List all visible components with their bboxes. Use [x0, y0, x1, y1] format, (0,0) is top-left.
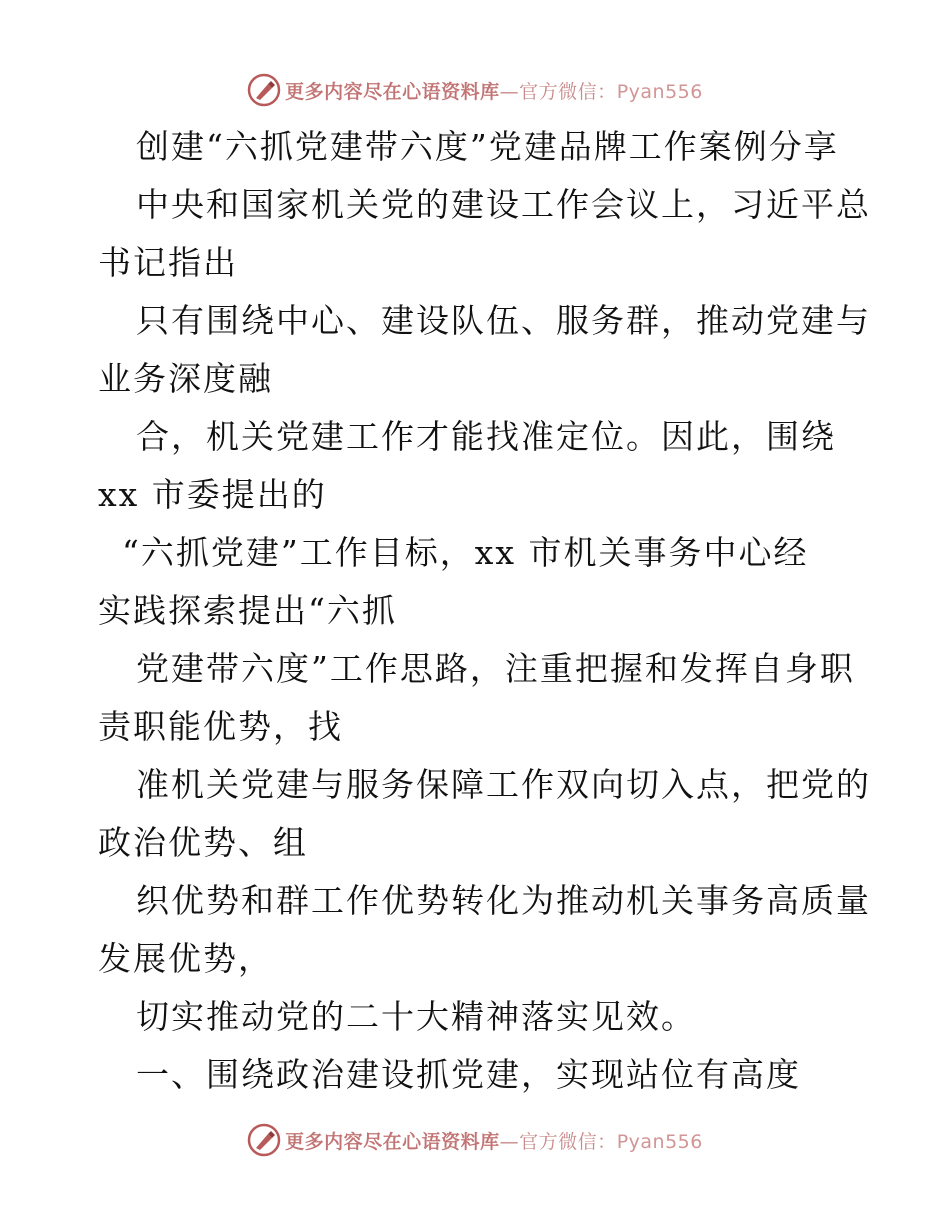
- watermark-brand: 更多内容尽在心语资料库: [285, 80, 500, 103]
- watermark-dash: —: [499, 80, 520, 103]
- paragraph-line: “六抓党建”工作目标，xx 市机关事务中心经: [122, 533, 809, 572]
- watermark-header: [0, 70, 950, 110]
- watermark-wechat-id: Pyan556: [616, 80, 703, 103]
- paragraph-line: 书记指出: [98, 243, 238, 282]
- section-heading: 一、围绕政治建设抓党建，实现站位有高度: [136, 1055, 801, 1094]
- pen-logo-icon: [247, 1123, 281, 1157]
- paragraph-line: xx 市委提出的: [98, 475, 327, 514]
- watermark-text: [285, 1127, 703, 1154]
- paragraph-line: 织优势和群工作优势转化为推动机关事务高质量: [136, 881, 871, 920]
- paragraph-line: 准机关党建与服务保障工作双向切入点，把党的: [136, 765, 871, 804]
- paragraph-line: 中央和国家机关党的建设工作会议上，习近平总: [136, 185, 871, 224]
- watermark-wechat-label: 官方微信：: [519, 1130, 617, 1153]
- paragraph-line: 合，机关党建工作才能找准定位。因此，围绕: [136, 417, 836, 456]
- paragraph-line: 责职能优势，找: [98, 707, 343, 746]
- paragraph-line: 发展优势，: [98, 939, 273, 978]
- pen-logo-icon: [247, 73, 281, 107]
- document-title: 创建“六抓党建带六度”党建品牌工作案例分享: [136, 127, 839, 166]
- watermark-wechat-id: Pyan556: [616, 1130, 703, 1153]
- paragraph-line: 党建带六度”工作思路，注重把握和发挥自身职: [136, 649, 855, 688]
- paragraph-line: 只有围绕中心、建设队伍、服务群，推动党建与: [136, 301, 871, 340]
- watermark-footer: [0, 1120, 950, 1160]
- paragraph-line: 实践探索提出“六抓: [98, 591, 397, 630]
- watermark-brand: 更多内容尽在心语资料库: [285, 1130, 500, 1153]
- paragraph-line: 业务深度融: [98, 359, 273, 398]
- paragraph-line: 切实推动党的二十大精神落实见效。: [136, 997, 696, 1036]
- watermark-text: [285, 77, 703, 104]
- paragraph-line: 政治优势、组: [98, 823, 308, 862]
- document-body: [98, 118, 871, 1104]
- watermark-wechat-label: 官方微信：: [519, 80, 617, 103]
- watermark-dash: —: [499, 1130, 520, 1153]
